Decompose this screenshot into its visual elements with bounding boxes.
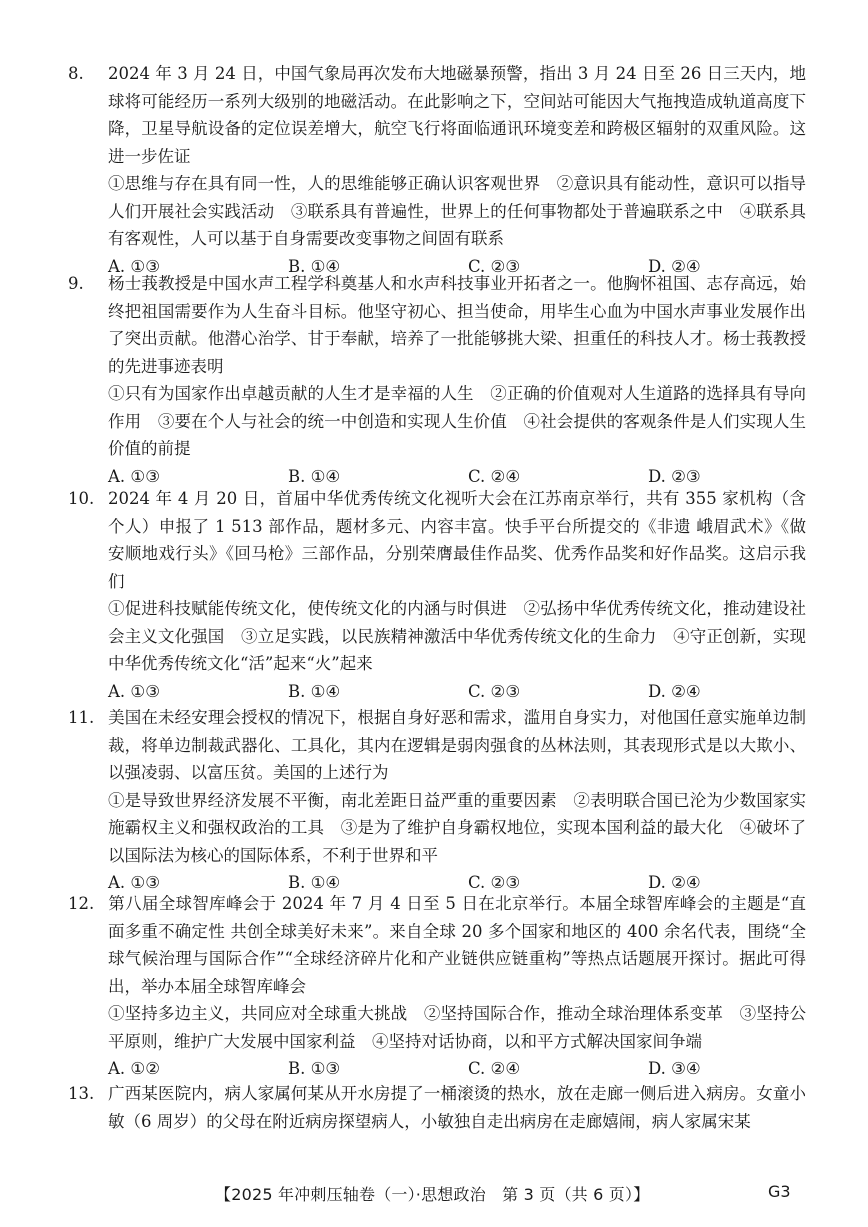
question-11 <box>68 704 806 897</box>
choice-c: C. ②③ <box>468 256 521 276</box>
question-12 <box>68 890 806 1083</box>
question-number: 13. <box>68 1084 95 1103</box>
footer-code: G3 <box>768 1182 791 1201</box>
question-stem <box>68 270 806 380</box>
question-stem <box>68 485 806 595</box>
choice-b: B. ①④ <box>288 681 341 701</box>
question-stem <box>68 890 806 1000</box>
choice-c: C. ②③ <box>468 681 521 701</box>
choice-a: A. ①③ <box>108 681 160 701</box>
choice-c: C. ②③ <box>468 873 521 892</box>
question-stem <box>68 704 806 787</box>
question-statements: ①坚持多边主义，共同应对全球重大挑战 ②坚持国际合作，推动全球治理体系变革 ③坚持公平原则，维护广大发展中国家利益 ④坚持对话协商，以和平方式解决国家间争端 <box>108 1004 806 1051</box>
choice-b: B. ①④ <box>288 873 341 892</box>
choice-a: A. ①② <box>108 1059 160 1078</box>
question-stem <box>68 1080 806 1135</box>
question-statements: ①是导致世界经济发展不平衡，南北差距日益严重的重要因素 ②表明联合国已沦为少数国家实施霸权主义和强权政治的工具 ③是为了维护自身霸权地位，实现本国利益的最大化 ④破坏了以国际法为核心的国际体系，不利于世界和平 <box>108 790 806 865</box>
answer-choices <box>108 678 806 706</box>
question-text: 2024 年 4 月 20 日，首届中华优秀传统文化视听大会在江苏南京举行，共有 355 家机构（含个人）申报了 1 513 部作品，题材多元、内容丰富。快手平台所提交的《非遗 峨眉武术》《做安顺地戏行头》《回马枪》三部作品，分别荣膺最佳作品奖、优秀作品奖和好作品奖。这启示我们 <box>108 489 806 591</box>
question-number: 10. <box>68 489 95 508</box>
choice-a: A. ①③ <box>108 466 160 486</box>
question-number: 11. <box>68 708 95 727</box>
choice-c: C. ②④ <box>468 466 521 486</box>
question-number: 9. <box>68 274 84 293</box>
question-statements: ①思维与存在具有同一性，人的思维能够正确认识客观世界 ②意识具有能动性，意识可以指导人们开展社会实践活动 ③联系具有普遍性，世界上的任何事物都处于普遍联系之中 ④联系具有客观性，人可以基于自身需要改变事物之间固有联系 <box>108 174 806 248</box>
choice-a: A. ①③ <box>108 873 160 892</box>
question-number: 12. <box>68 894 95 913</box>
question-number: 8. <box>68 64 84 83</box>
page-footer <box>0 1182 868 1210</box>
question-13 <box>68 1080 806 1135</box>
question-text: 第八届全球智库峰会于 2024 年 7 月 4 日至 5 日在北京举行。本届全球智库峰会的主题是“直面多重不确定性 共创全球美好未来”。来自全球 20 多个国家和地区的 400 余名代表，围绕“全球气候治理与国际合作”“全球经济碎片化和产业链供应链重构”等热点话题展开探讨。据此可得出，举办本届全球智库峰会 <box>108 894 806 996</box>
question-text: 广西某医院内，病人家属何某从开水房提了一桶滚烫的热水，放在走廊一侧后进入病房。女童小敏（6 周岁）的父母在附近病房探望病人，小敏独自走出病房在走廊嬉闹，病人家属宋某 <box>108 1084 806 1131</box>
question-statements: ①促进科技赋能传统文化，使传统文化的内涵与时俱进 ②弘扬中华优秀传统文化，推动建设社会主义文化强国 ③立足实践，以民族精神激活中华优秀传统文化的生命力 ④守正创新，实现中华优秀传统文化“活”起来“火”起来 <box>108 599 806 673</box>
question-9 <box>68 270 806 490</box>
question-10 <box>68 485 806 705</box>
question-statements: ①只有为国家作出卓越贡献的人生才是幸福的人生 ②正确的价值观对人生道路的选择具有导向作用 ③要在个人与社会的统一中创造和实现人生价值 ④社会提供的客观条件是人们实现人生价值的前提 <box>108 384 806 458</box>
choice-d: D. ②④ <box>648 256 701 276</box>
choice-a: A. ①③ <box>108 256 160 276</box>
answer-choices <box>108 1055 806 1083</box>
question-8 <box>68 60 806 280</box>
choice-d: D. ②④ <box>648 681 701 701</box>
footer-title: 【2025 年冲刺压轴卷（一）·思想政治 第 3 页（共 6 页）】 <box>215 1185 650 1204</box>
question-text: 杨士莪教授是中国水声工程学科奠基人和水声科技事业开拓者之一。他胸怀祖国、志存高远，始终把祖国需要作为人生奋斗目标。他坚守初心、担当使命，用毕生心血为中国水声事业发展作出了突出贡献。他潜心治学、甘于奉献，培养了一批能够挑大梁、担重任的科技人才。杨士莪教授的先进事迹表明 <box>108 274 806 376</box>
question-text: 美国在未经安理会授权的情况下，根据自身好恶和需求，滥用自身实力，对他国任意实施单边制裁，将单边制裁武器化、工具化，其内在逻辑是弱肉强食的丛林法则，其表现形式是以大欺小、以强凌弱、以富压贫。美国的上述行为 <box>108 708 806 782</box>
choice-b: B. ①④ <box>288 466 341 486</box>
choice-b: B. ①④ <box>288 256 341 276</box>
choice-d: D. ③④ <box>648 1059 701 1078</box>
choice-d: D. ②③ <box>648 466 701 486</box>
question-text: 2024 年 3 月 24 日，中国气象局再次发布大地磁暴预警，指出 3 月 24 日至 26 日三天内，地球将可能经历一系列大级别的地磁活动。在此影响之下，空间站可能因大气拖拽造成轨道高度下降，卫星导航设备的定位误差增大，航空飞行将面临通讯环境变差和跨极区辐射的双重风险。这进一步佐证 <box>108 64 806 166</box>
choice-c: C. ②④ <box>468 1059 521 1078</box>
choice-d: D. ②④ <box>648 873 701 892</box>
question-stem <box>68 60 806 170</box>
choice-b: B. ①③ <box>288 1059 341 1078</box>
